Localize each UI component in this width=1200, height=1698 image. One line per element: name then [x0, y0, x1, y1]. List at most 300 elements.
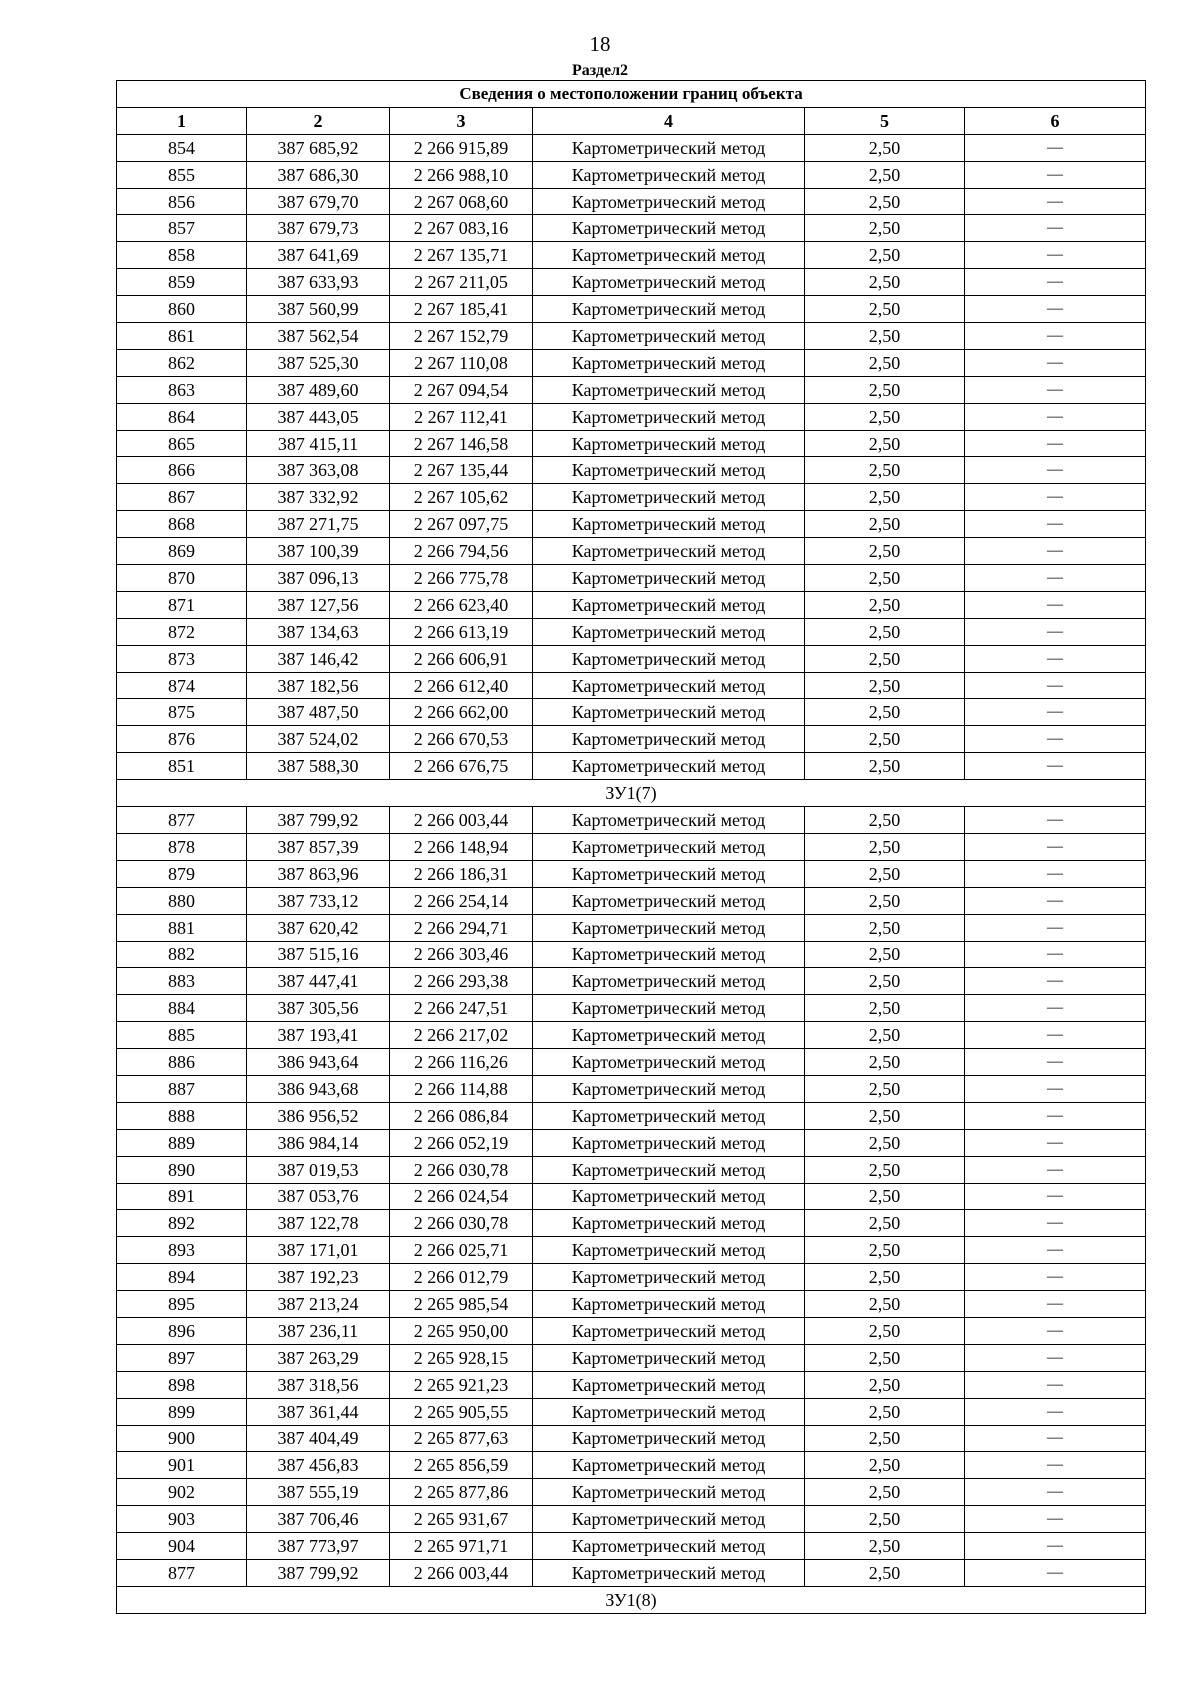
- point-number-cell: 892: [117, 1210, 247, 1237]
- accuracy-cell: 2,50: [805, 726, 965, 753]
- x-coordinate-cell: 387 361,44: [247, 1398, 390, 1425]
- x-coordinate-cell: 387 487,50: [247, 699, 390, 726]
- x-coordinate-cell: 387 679,73: [247, 215, 390, 242]
- table-title-row: [117, 81, 1146, 108]
- table-row: [117, 538, 1146, 565]
- x-coordinate-cell: 387 146,42: [247, 645, 390, 672]
- table-row: [117, 941, 1146, 968]
- accuracy-cell: 2,50: [805, 887, 965, 914]
- method-cell: Картометрический метод: [533, 565, 805, 592]
- accuracy-cell: 2,50: [805, 699, 965, 726]
- note-cell: —: [965, 215, 1146, 242]
- table-row: [117, 323, 1146, 350]
- table-row: [117, 968, 1146, 995]
- method-cell: Картометрический метод: [533, 726, 805, 753]
- method-cell: Картометрический метод: [533, 1210, 805, 1237]
- point-number-cell: 893: [117, 1237, 247, 1264]
- note-cell: —: [965, 1210, 1146, 1237]
- table-title: Сведения о местоположении границ объекта: [117, 81, 1146, 108]
- point-number-cell: 888: [117, 1102, 247, 1129]
- point-number-cell: 894: [117, 1264, 247, 1291]
- note-cell: —: [965, 645, 1146, 672]
- accuracy-cell: 2,50: [805, 1049, 965, 1076]
- x-coordinate-cell: 387 305,56: [247, 995, 390, 1022]
- table-row: [117, 484, 1146, 511]
- accuracy-cell: 2,50: [805, 430, 965, 457]
- x-coordinate-cell: 387 857,39: [247, 833, 390, 860]
- note-cell: —: [965, 269, 1146, 296]
- y-coordinate-cell: 2 267 146,58: [390, 430, 533, 457]
- accuracy-cell: 2,50: [805, 1398, 965, 1425]
- x-coordinate-cell: 386 943,68: [247, 1075, 390, 1102]
- point-number-cell: 901: [117, 1452, 247, 1479]
- table-row: [117, 215, 1146, 242]
- table-row: [117, 1183, 1146, 1210]
- point-number-cell: 870: [117, 565, 247, 592]
- point-number-cell: 855: [117, 161, 247, 188]
- table-row: [117, 914, 1146, 941]
- point-number-cell: 898: [117, 1371, 247, 1398]
- table-row: [117, 1533, 1146, 1560]
- point-number-cell: 904: [117, 1533, 247, 1560]
- point-number-cell: 862: [117, 349, 247, 376]
- method-cell: Картометрический метод: [533, 914, 805, 941]
- accuracy-cell: 2,50: [805, 1237, 965, 1264]
- note-cell: —: [965, 1398, 1146, 1425]
- y-coordinate-cell: 2 267 135,71: [390, 242, 533, 269]
- x-coordinate-cell: 387 415,11: [247, 430, 390, 457]
- method-cell: Картометрический метод: [533, 699, 805, 726]
- accuracy-cell: 2,50: [805, 1129, 965, 1156]
- accuracy-cell: 2,50: [805, 349, 965, 376]
- y-coordinate-cell: 2 267 211,05: [390, 269, 533, 296]
- y-coordinate-cell: 2 266 116,26: [390, 1049, 533, 1076]
- note-cell: —: [965, 538, 1146, 565]
- point-number-cell: 863: [117, 376, 247, 403]
- accuracy-cell: 2,50: [805, 1210, 965, 1237]
- y-coordinate-cell: 2 266 606,91: [390, 645, 533, 672]
- accuracy-cell: 2,50: [805, 215, 965, 242]
- accuracy-cell: 2,50: [805, 1022, 965, 1049]
- table-row: [117, 1291, 1146, 1318]
- method-cell: Картометрический метод: [533, 403, 805, 430]
- method-cell: Картометрический метод: [533, 1533, 805, 1560]
- accuracy-cell: 2,50: [805, 1479, 965, 1506]
- column-header-row: [117, 107, 1146, 134]
- method-cell: Картометрический метод: [533, 1264, 805, 1291]
- y-coordinate-cell: 2 265 856,59: [390, 1452, 533, 1479]
- table-row: [117, 1425, 1146, 1452]
- accuracy-cell: 2,50: [805, 457, 965, 484]
- x-coordinate-cell: 387 053,76: [247, 1183, 390, 1210]
- y-coordinate-cell: 2 266 025,71: [390, 1237, 533, 1264]
- note-cell: —: [965, 403, 1146, 430]
- point-number-cell: 872: [117, 618, 247, 645]
- method-cell: Картометрический метод: [533, 296, 805, 323]
- point-number-cell: 857: [117, 215, 247, 242]
- x-coordinate-cell: 387 134,63: [247, 618, 390, 645]
- y-coordinate-cell: 2 266 662,00: [390, 699, 533, 726]
- point-number-cell: 879: [117, 860, 247, 887]
- x-coordinate-cell: 387 799,92: [247, 1559, 390, 1586]
- accuracy-cell: 2,50: [805, 484, 965, 511]
- note-cell: —: [965, 457, 1146, 484]
- x-coordinate-cell: 387 588,30: [247, 753, 390, 780]
- note-cell: —: [965, 484, 1146, 511]
- y-coordinate-cell: 2 266 217,02: [390, 1022, 533, 1049]
- method-cell: Картометрический метод: [533, 1129, 805, 1156]
- method-cell: Картометрический метод: [533, 1398, 805, 1425]
- accuracy-cell: 2,50: [805, 269, 965, 296]
- method-cell: Картометрический метод: [533, 376, 805, 403]
- y-coordinate-cell: 2 266 293,38: [390, 968, 533, 995]
- table-row: [117, 376, 1146, 403]
- table-row: [117, 565, 1146, 592]
- note-cell: —: [965, 807, 1146, 834]
- y-coordinate-cell: 2 267 094,54: [390, 376, 533, 403]
- accuracy-cell: 2,50: [805, 941, 965, 968]
- table-row: [117, 753, 1146, 780]
- y-coordinate-cell: 2 267 135,44: [390, 457, 533, 484]
- note-cell: —: [965, 1452, 1146, 1479]
- point-number-cell: 861: [117, 323, 247, 350]
- accuracy-cell: 2,50: [805, 538, 965, 565]
- method-cell: Картометрический метод: [533, 161, 805, 188]
- note-cell: —: [965, 1183, 1146, 1210]
- method-cell: Картометрический метод: [533, 1291, 805, 1318]
- column-header: 3: [390, 107, 533, 134]
- group-label: ЗУ1(8): [117, 1586, 1146, 1613]
- table-row: [117, 511, 1146, 538]
- note-cell: —: [965, 1425, 1146, 1452]
- table-row: [117, 134, 1146, 161]
- x-coordinate-cell: 387 863,96: [247, 860, 390, 887]
- y-coordinate-cell: 2 266 613,19: [390, 618, 533, 645]
- note-cell: —: [965, 1371, 1146, 1398]
- note-cell: —: [965, 161, 1146, 188]
- y-coordinate-cell: 2 265 921,23: [390, 1371, 533, 1398]
- note-cell: —: [965, 1264, 1146, 1291]
- y-coordinate-cell: 2 266 148,94: [390, 833, 533, 860]
- point-number-cell: 881: [117, 914, 247, 941]
- method-cell: Картометрический метод: [533, 1479, 805, 1506]
- point-number-cell: 877: [117, 1559, 247, 1586]
- x-coordinate-cell: 387 524,02: [247, 726, 390, 753]
- x-coordinate-cell: 387 122,78: [247, 1210, 390, 1237]
- point-number-cell: 859: [117, 269, 247, 296]
- table-row: [117, 1022, 1146, 1049]
- y-coordinate-cell: 2 266 670,53: [390, 726, 533, 753]
- table-row: [117, 807, 1146, 834]
- x-coordinate-cell: 387 773,97: [247, 1533, 390, 1560]
- accuracy-cell: 2,50: [805, 1371, 965, 1398]
- y-coordinate-cell: 2 265 985,54: [390, 1291, 533, 1318]
- y-coordinate-cell: 2 266 303,46: [390, 941, 533, 968]
- point-number-cell: 876: [117, 726, 247, 753]
- x-coordinate-cell: 387 332,92: [247, 484, 390, 511]
- accuracy-cell: 2,50: [805, 1425, 965, 1452]
- table-row: [117, 726, 1146, 753]
- x-coordinate-cell: 387 193,41: [247, 1022, 390, 1049]
- method-cell: Картометрический метод: [533, 995, 805, 1022]
- table-row: [117, 430, 1146, 457]
- table-row: [117, 349, 1146, 376]
- method-cell: Картометрический метод: [533, 484, 805, 511]
- note-cell: —: [965, 1022, 1146, 1049]
- y-coordinate-cell: 2 267 105,62: [390, 484, 533, 511]
- method-cell: Картометрический метод: [533, 1237, 805, 1264]
- accuracy-cell: 2,50: [805, 511, 965, 538]
- point-number-cell: 856: [117, 188, 247, 215]
- accuracy-cell: 2,50: [805, 242, 965, 269]
- method-cell: Картометрический метод: [533, 941, 805, 968]
- y-coordinate-cell: 2 267 112,41: [390, 403, 533, 430]
- note-cell: —: [965, 1479, 1146, 1506]
- method-cell: Картометрический метод: [533, 269, 805, 296]
- y-coordinate-cell: 2 266 775,78: [390, 565, 533, 592]
- point-number-cell: 895: [117, 1291, 247, 1318]
- x-coordinate-cell: 387 456,83: [247, 1452, 390, 1479]
- x-coordinate-cell: 387 799,92: [247, 807, 390, 834]
- method-cell: Картометрический метод: [533, 833, 805, 860]
- boundary-coordinates-table: [116, 80, 1146, 1614]
- y-coordinate-cell: 2 266 623,40: [390, 591, 533, 618]
- y-coordinate-cell: 2 265 905,55: [390, 1398, 533, 1425]
- accuracy-cell: 2,50: [805, 565, 965, 592]
- note-cell: —: [965, 565, 1146, 592]
- note-cell: —: [965, 833, 1146, 860]
- x-coordinate-cell: 387 443,05: [247, 403, 390, 430]
- point-number-cell: 882: [117, 941, 247, 968]
- point-number-cell: 851: [117, 753, 247, 780]
- method-cell: Картометрический метод: [533, 215, 805, 242]
- table-row: [117, 645, 1146, 672]
- accuracy-cell: 2,50: [805, 672, 965, 699]
- note-cell: —: [965, 672, 1146, 699]
- point-number-cell: 884: [117, 995, 247, 1022]
- accuracy-cell: 2,50: [805, 1156, 965, 1183]
- y-coordinate-cell: 2 265 877,86: [390, 1479, 533, 1506]
- table-row: [117, 1102, 1146, 1129]
- method-cell: Картометрический метод: [533, 887, 805, 914]
- accuracy-cell: 2,50: [805, 376, 965, 403]
- note-cell: —: [965, 1049, 1146, 1076]
- x-coordinate-cell: 387 515,16: [247, 941, 390, 968]
- point-number-cell: 880: [117, 887, 247, 914]
- y-coordinate-cell: 2 265 971,71: [390, 1533, 533, 1560]
- point-number-cell: 869: [117, 538, 247, 565]
- method-cell: Картометрический метод: [533, 349, 805, 376]
- note-cell: —: [965, 134, 1146, 161]
- accuracy-cell: 2,50: [805, 134, 965, 161]
- x-coordinate-cell: 387 127,56: [247, 591, 390, 618]
- y-coordinate-cell: 2 267 097,75: [390, 511, 533, 538]
- y-coordinate-cell: 2 266 086,84: [390, 1102, 533, 1129]
- note-cell: —: [965, 995, 1146, 1022]
- x-coordinate-cell: 387 633,93: [247, 269, 390, 296]
- y-coordinate-cell: 2 266 294,71: [390, 914, 533, 941]
- note-cell: —: [965, 591, 1146, 618]
- accuracy-cell: 2,50: [805, 1506, 965, 1533]
- table-row: [117, 860, 1146, 887]
- method-cell: Картометрический метод: [533, 645, 805, 672]
- table-row: [117, 672, 1146, 699]
- y-coordinate-cell: 2 267 152,79: [390, 323, 533, 350]
- point-number-cell: 890: [117, 1156, 247, 1183]
- y-coordinate-cell: 2 265 928,15: [390, 1344, 533, 1371]
- y-coordinate-cell: 2 266 003,44: [390, 1559, 533, 1586]
- point-number-cell: 902: [117, 1479, 247, 1506]
- accuracy-cell: 2,50: [805, 1344, 965, 1371]
- point-number-cell: 873: [117, 645, 247, 672]
- point-number-cell: 896: [117, 1317, 247, 1344]
- accuracy-cell: 2,50: [805, 968, 965, 995]
- x-coordinate-cell: 387 182,56: [247, 672, 390, 699]
- y-coordinate-cell: 2 265 950,00: [390, 1317, 533, 1344]
- y-coordinate-cell: 2 267 185,41: [390, 296, 533, 323]
- note-cell: —: [965, 753, 1146, 780]
- x-coordinate-cell: 387 363,08: [247, 457, 390, 484]
- method-cell: Картометрический метод: [533, 430, 805, 457]
- y-coordinate-cell: 2 266 012,79: [390, 1264, 533, 1291]
- method-cell: Картометрический метод: [533, 323, 805, 350]
- table-row: [117, 1129, 1146, 1156]
- accuracy-cell: 2,50: [805, 833, 965, 860]
- accuracy-cell: 2,50: [805, 1452, 965, 1479]
- y-coordinate-cell: 2 266 915,89: [390, 134, 533, 161]
- method-cell: Картометрический метод: [533, 1452, 805, 1479]
- note-cell: —: [965, 1506, 1146, 1533]
- method-cell: Картометрический метод: [533, 1425, 805, 1452]
- method-cell: Картометрический метод: [533, 1559, 805, 1586]
- method-cell: Картометрический метод: [533, 1317, 805, 1344]
- point-number-cell: 877: [117, 807, 247, 834]
- point-number-cell: 886: [117, 1049, 247, 1076]
- x-coordinate-cell: 387 525,30: [247, 349, 390, 376]
- method-cell: Картометрический метод: [533, 1102, 805, 1129]
- x-coordinate-cell: 387 263,29: [247, 1344, 390, 1371]
- table-row: [117, 1049, 1146, 1076]
- point-number-cell: 867: [117, 484, 247, 511]
- method-cell: Картометрический метод: [533, 807, 805, 834]
- point-number-cell: 854: [117, 134, 247, 161]
- point-number-cell: 860: [117, 296, 247, 323]
- note-cell: —: [965, 1102, 1146, 1129]
- point-number-cell: 883: [117, 968, 247, 995]
- point-number-cell: 878: [117, 833, 247, 860]
- table-row: [117, 1156, 1146, 1183]
- table-row: [117, 1452, 1146, 1479]
- x-coordinate-cell: 387 685,92: [247, 134, 390, 161]
- point-number-cell: 868: [117, 511, 247, 538]
- x-coordinate-cell: 387 679,70: [247, 188, 390, 215]
- table-row: [117, 1479, 1146, 1506]
- note-cell: —: [965, 914, 1146, 941]
- y-coordinate-cell: 2 266 030,78: [390, 1210, 533, 1237]
- y-coordinate-cell: 2 267 068,60: [390, 188, 533, 215]
- accuracy-cell: 2,50: [805, 914, 965, 941]
- section-title: Раздел2: [571, 62, 629, 79]
- accuracy-cell: 2,50: [805, 753, 965, 780]
- method-cell: Картометрический метод: [533, 753, 805, 780]
- y-coordinate-cell: 2 266 612,40: [390, 672, 533, 699]
- table-row: [117, 296, 1146, 323]
- note-cell: —: [965, 1533, 1146, 1560]
- note-cell: —: [965, 1075, 1146, 1102]
- note-cell: —: [965, 1559, 1146, 1586]
- x-coordinate-cell: 387 019,53: [247, 1156, 390, 1183]
- point-number-cell: 871: [117, 591, 247, 618]
- table-body: [117, 134, 1146, 1613]
- point-number-cell: 875: [117, 699, 247, 726]
- method-cell: Картометрический метод: [533, 134, 805, 161]
- x-coordinate-cell: 387 318,56: [247, 1371, 390, 1398]
- table-row: [117, 1398, 1146, 1425]
- x-coordinate-cell: 386 984,14: [247, 1129, 390, 1156]
- method-cell: Картометрический метод: [533, 1049, 805, 1076]
- note-cell: —: [965, 618, 1146, 645]
- table-row: [117, 618, 1146, 645]
- method-cell: Картометрический метод: [533, 1371, 805, 1398]
- table-row: [117, 1371, 1146, 1398]
- table-row: [117, 887, 1146, 914]
- point-number-cell: 887: [117, 1075, 247, 1102]
- x-coordinate-cell: 387 213,24: [247, 1291, 390, 1318]
- table-row: [117, 1264, 1146, 1291]
- accuracy-cell: 2,50: [805, 1102, 965, 1129]
- table-row: [117, 1237, 1146, 1264]
- method-cell: Картометрический метод: [533, 188, 805, 215]
- note-cell: —: [965, 1317, 1146, 1344]
- point-number-cell: 858: [117, 242, 247, 269]
- note-cell: —: [965, 941, 1146, 968]
- y-coordinate-cell: 2 267 110,08: [390, 349, 533, 376]
- accuracy-cell: 2,50: [805, 1317, 965, 1344]
- x-coordinate-cell: 387 686,30: [247, 161, 390, 188]
- note-cell: —: [965, 726, 1146, 753]
- table-row: [117, 1506, 1146, 1533]
- y-coordinate-cell: 2 266 030,78: [390, 1156, 533, 1183]
- method-cell: Картометрический метод: [533, 672, 805, 699]
- group-label: ЗУ1(7): [117, 780, 1146, 807]
- method-cell: Картометрический метод: [533, 618, 805, 645]
- table-row: [117, 1559, 1146, 1586]
- group-label-row: [117, 1586, 1146, 1613]
- note-cell: —: [965, 188, 1146, 215]
- x-coordinate-cell: 387 733,12: [247, 887, 390, 914]
- point-number-cell: 885: [117, 1022, 247, 1049]
- y-coordinate-cell: 2 266 254,14: [390, 887, 533, 914]
- table-row: [117, 591, 1146, 618]
- accuracy-cell: 2,50: [805, 1533, 965, 1560]
- table-row: [117, 188, 1146, 215]
- accuracy-cell: 2,50: [805, 323, 965, 350]
- table-row: [117, 1344, 1146, 1371]
- method-cell: Картометрический метод: [533, 1075, 805, 1102]
- point-number-cell: 889: [117, 1129, 247, 1156]
- accuracy-cell: 2,50: [805, 188, 965, 215]
- method-cell: Картометрический метод: [533, 1156, 805, 1183]
- point-number-cell: 899: [117, 1398, 247, 1425]
- x-coordinate-cell: 387 560,99: [247, 296, 390, 323]
- note-cell: —: [965, 699, 1146, 726]
- x-coordinate-cell: 386 956,52: [247, 1102, 390, 1129]
- column-header: 1: [117, 107, 247, 134]
- y-coordinate-cell: 2 266 052,19: [390, 1129, 533, 1156]
- point-number-cell: 903: [117, 1506, 247, 1533]
- x-coordinate-cell: 387 620,42: [247, 914, 390, 941]
- x-coordinate-cell: 387 447,41: [247, 968, 390, 995]
